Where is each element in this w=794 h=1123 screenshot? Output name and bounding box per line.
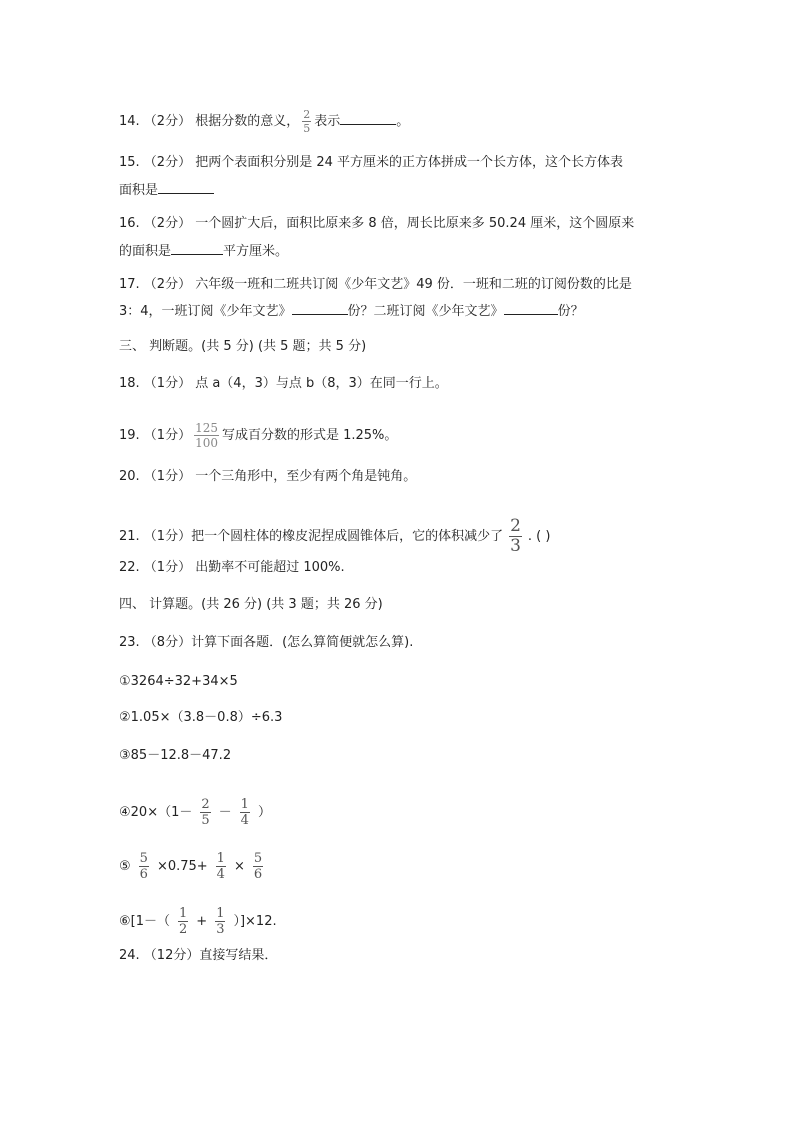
question-16-line2: 的面积是 平方厘米。 — [119, 241, 288, 260]
question-17-line1: 17. （2分） 六年级一班和二班共订阅《少年文艺》49 份．一班和二班的订阅份数的比是 — [119, 277, 632, 292]
fraction-1-4: $\frac{1}{4}$ — [216, 851, 225, 882]
fraction-5-6: $\frac{5}{6}$ — [139, 851, 148, 882]
fraction-1-2: $\frac{1}{2}$ — [179, 906, 188, 937]
fraction-1-3: $\frac{1}{3}$ — [216, 906, 225, 937]
calc-item-3: ③85－12.8－47.2 — [119, 748, 232, 763]
question-15-line1: 15. （2分） 把两个表面积分别是 24 平方厘米的正方体拼成一个长方体，这个长方体表 — [119, 155, 624, 170]
question-14: 14. （2分） 根据分数的意义， $\frac{2}{5}$ 表示 。 — [119, 108, 410, 135]
answer-blank[interactable] — [504, 301, 558, 315]
question-24: 24. （12分）直接写结果． — [119, 948, 278, 963]
calc-item-5: ⑤ $\frac{5}{6}$ ×0.75+ $\frac{1}{4}$ × $\frac{5}{6}$ — [119, 851, 263, 882]
question-20: 20. （1分） 一个三角形中，至少有两个角是钝角。 — [119, 469, 417, 484]
answer-blank[interactable] — [158, 180, 214, 194]
calc-item-6: ⑥[1－（ $\frac{1}{2}$ + $\frac{1}{3}$ ）]×12. — [119, 906, 277, 937]
fraction-125-100: $\frac{125}{100}$ — [195, 421, 218, 450]
calc-item-4: ④20×（1－ $\frac{2}{5}$ － $\frac{1}{4}$ ） — [119, 797, 271, 828]
section-heading-calculation: 四、 计算题。(共 26 分) (共 3 题；共 26 分) — [119, 597, 383, 612]
answer-blank[interactable] — [340, 111, 396, 125]
question-18: 18. （1分） 点 a（4，3）与点 b（8，3）在同一行上。 — [119, 376, 448, 391]
question-16-line1: 16. （2分） 一个圆扩大后，面积比原来多 8 倍，周长比原来多 50.24 厘米，这个圆原来 — [119, 216, 635, 231]
question-21: 21. （1分）把一个圆柱体的橡皮泥捏成圆锥体后，它的体积减少了 $\frac{2}{3}$ . ( ) — [119, 516, 551, 556]
section-heading-judgment: 三、 判断题。(共 5 分) (共 5 题；共 5 分) — [119, 339, 367, 354]
q14-text: 14. （2分） 根据分数的意义， — [119, 114, 300, 129]
question-19: 19. （1分） $\frac{125}{100}$ 写成百分数的形式是 1.25%。 — [119, 421, 398, 450]
calc-item-1: ①3264÷32+34×5 — [119, 674, 238, 689]
question-22: 22. （1分） 出勤率不可能超过 100%. — [119, 560, 345, 575]
question-17-line2: 3：4，一班订阅《少年文艺》 份？二班订阅《少年文艺》 份？ — [119, 301, 584, 320]
answer-blank[interactable] — [171, 241, 223, 255]
fraction-2-3: $\frac{2}{3}$ — [510, 516, 521, 556]
fraction-2-5: $\frac{2}{5}$ — [303, 108, 311, 135]
calc-item-2: ②1.05×（3.8－0.8）÷6.3 — [119, 710, 283, 725]
answer-blank[interactable] — [292, 301, 348, 315]
question-15-line2: 面积是 — [119, 180, 214, 199]
question-23: 23. （8分）计算下面各题．(怎么算简便就怎么算). — [119, 635, 414, 650]
fraction-2-5: $\frac{2}{5}$ — [201, 797, 210, 828]
fraction-1-4: $\frac{1}{4}$ — [240, 797, 249, 828]
fraction-5-6: $\frac{5}{6}$ — [253, 851, 263, 882]
